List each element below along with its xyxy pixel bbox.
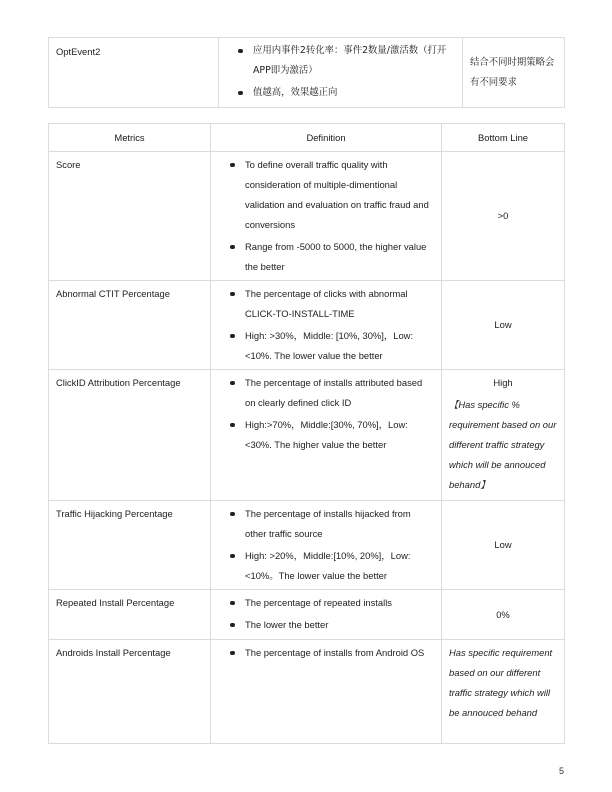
table-row bbox=[49, 38, 565, 108]
list-item: To define overall traffic quality with consideration of multiple-dimentional validation and evaluation on traffic fraud and conversions bbox=[245, 155, 434, 235]
definition-cell bbox=[211, 370, 442, 501]
table-row bbox=[49, 281, 565, 370]
bottom-line-cell bbox=[442, 370, 565, 501]
definition-list bbox=[218, 593, 434, 635]
definition-cell bbox=[211, 281, 442, 370]
bottom-line-cell: Low bbox=[442, 501, 565, 590]
metric-cell: ClickID Attribution Percentage bbox=[49, 370, 211, 501]
bottom-line-cell: Has specific requirement based on our different traffic strategy which will be annouced behand bbox=[442, 640, 565, 744]
header-bottom-line: Bottom Line bbox=[442, 124, 565, 152]
definition-cell bbox=[211, 152, 442, 281]
list-item: The percentage of installs hijacked from other traffic source bbox=[245, 504, 434, 544]
table-row bbox=[49, 501, 565, 590]
definition-list bbox=[218, 643, 434, 663]
definition-cell bbox=[219, 38, 463, 108]
metrics-table bbox=[48, 123, 565, 744]
table-row bbox=[49, 370, 565, 501]
bottom-line-note: 【Has specific % requirement based on our different traffic strategy which will be annouced behand】 bbox=[449, 399, 557, 490]
definition-list bbox=[218, 155, 434, 277]
definition-cell bbox=[211, 590, 442, 640]
bottom-line-value: High bbox=[493, 377, 513, 388]
list-item: High: >30%，Middle: [10%, 30%]，Low: <10%. The lower value the better bbox=[245, 326, 434, 366]
list-item: High:>70%，Middle:[30%, 70%]，Low: <30%. The higher value the better bbox=[245, 415, 434, 455]
bottom-line-cell: Low bbox=[442, 281, 565, 370]
definition-list bbox=[218, 373, 434, 455]
list-item: High: >20%，Middle:[10%, 20%]，Low: <10%。The lower value the better bbox=[245, 546, 434, 586]
list-item: The percentage of repeated installs bbox=[245, 593, 434, 613]
metric-cell: Androids Install Percentage bbox=[49, 640, 211, 744]
header-metrics: Metrics bbox=[49, 124, 211, 152]
table-row bbox=[49, 640, 565, 744]
list-item: Range from -5000 to 5000, the higher value the better bbox=[245, 237, 434, 277]
list-item: The percentage of clicks with abnormal CLICK-TO-INSTALL-TIME bbox=[245, 284, 434, 324]
metric-cell: Abnormal CTIT Percentage bbox=[49, 281, 211, 370]
list-item: The lower the better bbox=[245, 615, 434, 635]
table-row bbox=[49, 152, 565, 281]
note-cell: 结合不同时期策略会有不同要求 bbox=[463, 38, 565, 108]
bottom-line-cell: >0 bbox=[442, 152, 565, 281]
page-number: 5 bbox=[558, 766, 564, 776]
opt-event-table bbox=[48, 37, 565, 108]
list-item: 值越高，效果越正向 bbox=[253, 83, 455, 103]
table-header-row bbox=[49, 124, 565, 152]
list-item: The percentage of installs attributed based on clearly defined click ID bbox=[245, 373, 434, 413]
definition-list bbox=[218, 284, 434, 366]
list-item: The percentage of installs from Android OS bbox=[245, 643, 434, 663]
definition-cell bbox=[211, 501, 442, 590]
definition-list bbox=[226, 41, 455, 103]
definition-list bbox=[218, 504, 434, 586]
metric-cell: Score bbox=[49, 152, 211, 281]
metric-cell: Traffic Hijacking Percentage bbox=[49, 501, 211, 590]
definition-cell bbox=[211, 640, 442, 744]
bottom-line-cell: 0% bbox=[442, 590, 565, 640]
metric-cell: Repeated Install Percentage bbox=[49, 590, 211, 640]
metric-cell: OptEvent2 bbox=[49, 38, 219, 108]
list-item: 应用内事件2转化率：事件2数量/激活数（打开APP即为激活） bbox=[253, 41, 455, 81]
header-definition: Definition bbox=[211, 124, 442, 152]
table-row bbox=[49, 590, 565, 640]
